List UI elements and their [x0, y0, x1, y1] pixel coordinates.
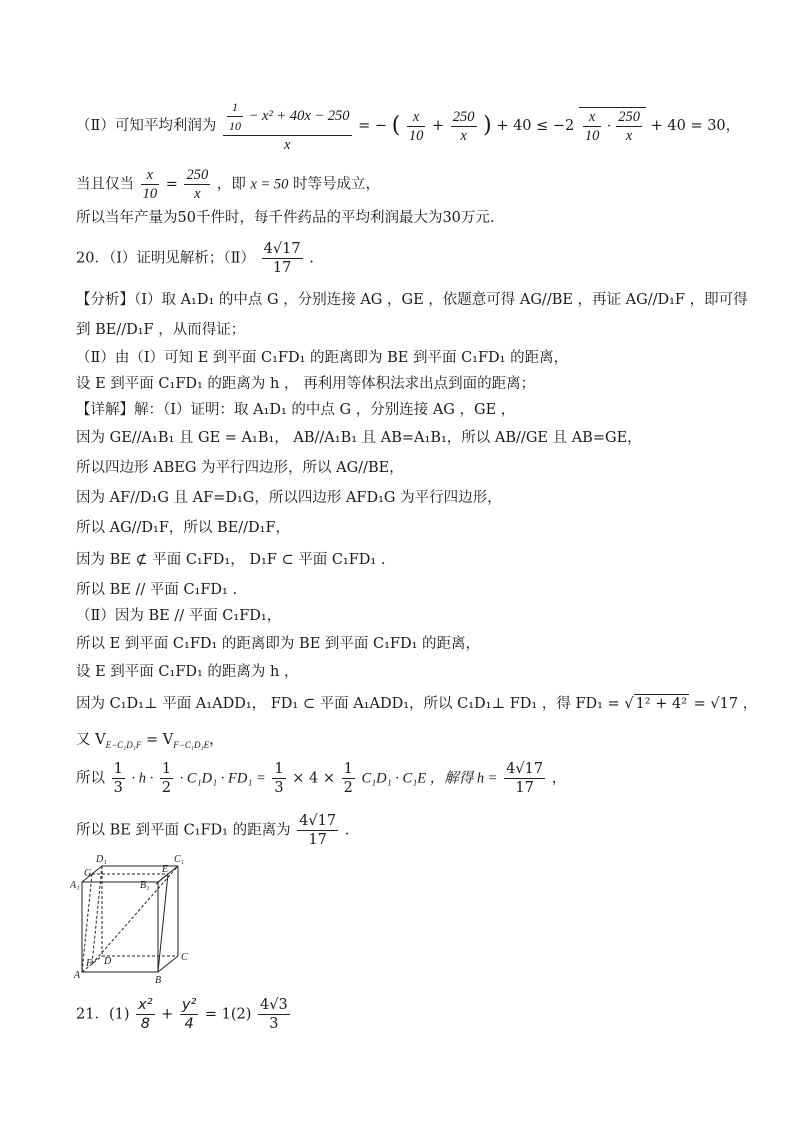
text: = 1(2): [204, 1006, 252, 1023]
volume-solve-line: [76, 760, 566, 797]
fraction: [112, 760, 125, 797]
fraction: [258, 996, 290, 1033]
numerator: x²: [138, 997, 153, 1013]
denominator: 3: [113, 780, 123, 796]
answer-21-line: [76, 996, 292, 1033]
detail-line: （Ⅱ）因为 BE // 平面 C₁FD₁，: [76, 608, 282, 624]
numerator: 1: [113, 761, 123, 777]
subscript: F−C₁D₁E: [173, 739, 210, 750]
detail-line: 所以四边形 ABEG 为平行四边形，所以 AG//BE，: [76, 460, 404, 476]
detail-line: 因为 AF//D₁G 且 AF=D₁G，所以四边形 AFD₁G 为平行四边形，: [76, 490, 502, 506]
numerator: 1: [227, 98, 243, 117]
label-A1: A₁: [70, 880, 80, 891]
fraction: [504, 760, 545, 797]
text: = −: [358, 118, 388, 134]
denominator: 17: [515, 780, 534, 796]
label-B1: B₁: [140, 880, 150, 891]
denominator: 4: [184, 1016, 194, 1032]
fraction: [451, 108, 477, 145]
text: ，: [551, 770, 567, 787]
denominator: x: [194, 186, 201, 202]
text: × 4 ×: [292, 770, 335, 787]
detail-line: 因为 C₁D₁⊥ 平面 A₁ADD₁， FD₁ ⊂ 平面 A₁ADD₁，所以 C₁D₁⊥ FD₁ ，得 FD₁ = √ 1² + 4² = √17 ，: [76, 696, 758, 712]
text: =: [165, 176, 178, 193]
cube-edge: [158, 956, 178, 972]
text: ，: [209, 732, 224, 748]
label-A: A: [74, 970, 81, 981]
text: 所以: [76, 770, 105, 787]
text: .: [309, 250, 314, 267]
denominator: 2: [161, 780, 172, 796]
numerator: x: [583, 108, 602, 127]
detail-line: 所以 E 到平面 C₁FD₁ 的距离即为 BE 到平面 C₁FD₁ 的距离，: [76, 636, 481, 652]
text: 因为 C₁D₁⊥ 平面 A₁ADD₁， FD₁ ⊂ 平面 A₁ADD₁，所以 C₁D₁⊥ FD₁ ，得 FD₁ =: [76, 696, 620, 712]
paren: ): [483, 113, 492, 138]
segment-BE: [158, 874, 168, 972]
answer-20-line: [76, 240, 314, 277]
cube-figure: [70, 852, 200, 991]
fraction: [342, 760, 355, 797]
segment-D1F: [92, 866, 102, 964]
numerator: 1: [343, 761, 353, 777]
denominator: x: [625, 128, 633, 145]
segment-FC1: [92, 866, 178, 964]
label-C1: C₁: [174, 854, 185, 865]
denominator: x: [460, 127, 467, 144]
label-D: D: [104, 956, 112, 967]
denominator: 17: [272, 260, 292, 276]
numerator: 250: [186, 167, 209, 183]
detail-line: 【详解】解：（Ⅰ）证明：取 A₁D₁ 的中点 G ，分别连接 AG ，GE ，: [76, 402, 516, 418]
numerator: 250: [452, 108, 475, 125]
detail-line: 所以 BE // 平面 C₁FD₁ .: [76, 582, 238, 598]
text: = √17 ，: [693, 696, 758, 712]
denominator: 3: [274, 780, 284, 796]
text: ·: [607, 118, 611, 135]
detail-line: 因为 BE ⊄ 平面 C₁FD₁， D₁F ⊂ 平面 C₁FD₁ .: [76, 552, 386, 568]
text: 当且仅当: [76, 176, 134, 193]
numerator: − x² + 40x − 250: [248, 107, 350, 124]
denominator: x: [284, 137, 291, 153]
avg-profit-line: [76, 98, 740, 154]
sqrt: [579, 107, 646, 145]
numerator: 4√17: [299, 813, 337, 829]
numerator: 1: [274, 761, 284, 777]
fraction: [297, 812, 338, 849]
label-F: F: [86, 958, 93, 969]
text: 21．(1): [76, 1006, 130, 1023]
numerator: x: [141, 166, 160, 185]
fraction: [272, 760, 285, 797]
denominator: 3: [269, 1016, 279, 1032]
analysis-line: 到 BE//D₁F ，从而得证；: [76, 322, 246, 338]
analysis-line: 【分析】（Ⅰ）取 A₁D₁ 的中点 G ，分别连接 AG ，GE ，依题意可得 AG//BE ，再证 AG//D₁F ，即可得: [76, 292, 748, 308]
conclusion-line: 所以当年产量为50千件时，每千件药品的平均利润最大为30万元.: [76, 210, 495, 226]
label-B: B: [155, 975, 162, 986]
numerator: x: [407, 108, 426, 127]
text: · C₁D₁ · FD₁ =: [179, 770, 266, 787]
analysis-line: （Ⅱ）由（Ⅰ）可知 E 到平面 C₁FD₁ 的距离即为 BE 到平面 C₁FD₁ 的距离，: [76, 350, 569, 366]
text: ，即: [216, 176, 246, 193]
text: +: [432, 118, 445, 134]
fraction: [407, 108, 426, 145]
denominator: 2: [343, 780, 353, 796]
text: + 40 = 30，: [650, 118, 741, 134]
fraction: [184, 166, 210, 203]
fraction: [262, 240, 303, 277]
numerator: 4√17: [506, 761, 544, 777]
text: 时等号成立，: [293, 176, 381, 193]
equality-condition-line: [76, 166, 380, 203]
text: .: [344, 822, 350, 839]
text: +: [161, 1006, 174, 1023]
text: x = 50: [250, 176, 289, 193]
denominator: 10: [142, 186, 158, 202]
sqrt: 1² + 4²: [635, 696, 688, 712]
text: · h ·: [131, 770, 154, 787]
denominator: 17: [308, 832, 327, 848]
text: （Ⅱ）可知平均利润为: [76, 118, 217, 134]
numerator: y²: [181, 997, 197, 1013]
label-E: E: [162, 864, 169, 875]
denominator: 10: [228, 119, 241, 133]
text: = V: [141, 732, 174, 748]
label-C: C: [181, 952, 188, 963]
fraction: [160, 760, 173, 797]
denominator: 10: [408, 127, 424, 144]
text: 20．（Ⅰ）证明见解析；（Ⅱ）: [76, 250, 256, 267]
detail-line: 设 E 到平面 C₁FD₁ 的距离为 h ，: [76, 664, 299, 680]
detail-line: 因为 GE//A₁B₁ 且 GE = A₁B₁， AB//A₁B₁ 且 AB=A₁B₁，所以 AB//GE 且 AB=GE，: [76, 430, 642, 446]
text: 所以 BE 到平面 C₁FD₁ 的距离为: [76, 822, 291, 839]
text: 又 V: [76, 732, 106, 748]
analysis-line: 设 E 到平面 C₁FD₁ 的距离为 h ， 再利用等体积法求出点到面的距离；: [76, 376, 536, 392]
text: + 40 ≤ −2: [496, 118, 575, 134]
numerator: 1: [161, 761, 172, 777]
paren: (: [391, 113, 401, 138]
numerator: 4√3: [260, 997, 288, 1013]
denominator: 8: [140, 1016, 150, 1032]
fraction: [141, 166, 160, 203]
fraction: [227, 98, 243, 135]
subscript: E−C₁D₁F: [105, 739, 142, 750]
fraction: [136, 996, 154, 1033]
text: C₁D₁ · C₁E ，解得 h =: [361, 770, 498, 787]
detail-line: 所以 AG//D₁F，所以 BE//D₁F，: [76, 520, 291, 536]
cube-front-face: [82, 882, 158, 972]
numerator: 4√17: [263, 241, 301, 257]
denominator: 10: [584, 128, 600, 145]
fraction: [616, 108, 642, 145]
fraction: [223, 98, 352, 154]
fraction: [180, 996, 198, 1033]
distance-result-line: [76, 812, 349, 849]
label-D1: D₁: [96, 854, 107, 865]
numerator: 250: [618, 109, 641, 126]
volume-equation-line: [76, 730, 224, 755]
cube-diagram: [70, 852, 200, 987]
fraction: [583, 108, 602, 145]
label-G: G: [84, 868, 92, 879]
